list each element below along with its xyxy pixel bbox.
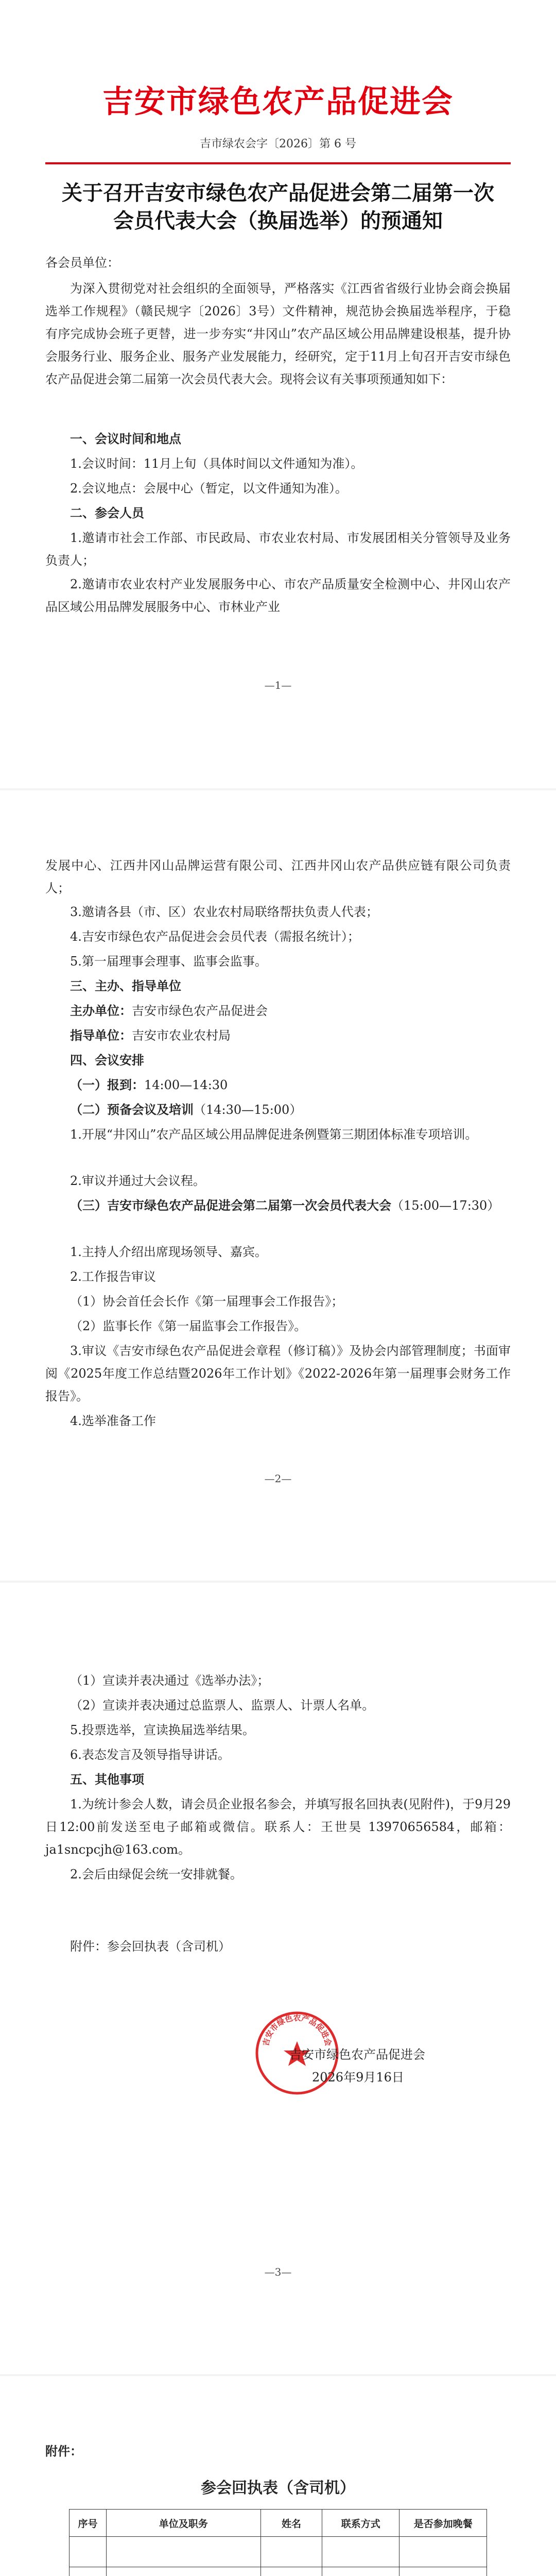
attendee-item-4: 4.吉安市绿色农产品促进会会员代表（需报名统计）； — [70, 929, 360, 944]
red-divider — [45, 162, 511, 164]
checkin-label: （一）报到： — [70, 1077, 144, 1092]
attendee-item-2: 2.邀请市农业农村产业发展服务中心、市农产品质量安全检测中心、井冈山农产品区域公用品牌发展服务中心、市林业产业 — [45, 577, 511, 614]
meeting-location: 2.会议地点：会展中心（暂定，以文件通知为准）。 — [70, 481, 348, 496]
other-item-2: 2.会后由绿促会统一安排就餐。 — [70, 1867, 242, 1882]
page-number: —3— — [264, 2266, 292, 2278]
attendee-item-2-cont: 发展中心、江西井冈山品牌运营有限公司、江西井冈山农产品供应链有限公司负责人； — [45, 858, 511, 895]
section-5-heading: 五、其他事项 — [70, 1772, 144, 1787]
col-header-name: 姓名 — [260, 2510, 322, 2537]
agenda-item-2b: （2）监事长作《第一届监事会工作报告》。 — [70, 1319, 307, 1333]
intro-paragraph: 为深入贯彻党对社会组织的全面领导，严格落实《江西省省级行业协会商会换届选举工作规程》（赣民规字〔2026〕3号）文件精神，规范协会换届选举程序，于稳有序完成协会班子更替，进一步夯实“井冈山”农产品区域公用品牌建设根基，提升协会服务行业、服务企业、服务产业发展能力，经研究，定于11月上旬召开吉安市绿色农产品促进会第二届第一次会员代表大会。现将会议有关事项预通知如下： — [45, 281, 511, 386]
host-label: 主办单位： — [70, 1003, 132, 1018]
section-2-heading: 二、参会人员 — [70, 505, 144, 520]
page-number: —1— — [264, 679, 292, 691]
agenda-item-2a: （1）协会首任会长作《第一届理事会工作报告》； — [70, 1294, 344, 1309]
attendee-item-3: 3.邀请各县（市、区）农业农村局联络帮扶负责人代表； — [70, 905, 378, 919]
attendee-item-5: 5.第一届理事会理事、监事会监事。 — [70, 954, 267, 969]
prep-meeting-time: （14:30—15:00） — [194, 1103, 302, 1117]
agenda-item-2: 2.工作报告审议 — [70, 1269, 156, 1284]
prep-meeting-line — [45, 1098, 511, 1121]
page-number: —2— — [264, 1472, 292, 1485]
section-4-heading: 四、会议安排 — [70, 1053, 144, 1067]
guide-value: 吉安市农业农村局 — [132, 1028, 231, 1043]
col-header-unit: 单位及职务 — [106, 2510, 260, 2537]
page-3 — [0, 1587, 556, 2369]
checkin-time: 14:00—14:30 — [144, 1078, 228, 1092]
agenda-item-3: 3.审议《吉安市绿色农产品促进会章程（修订稿）》及协会内部管理制度；书面审阅《2025年度工作总结暨2026年工作计划》《2022-2026年第一届理事会财务工作报告》。 — [45, 1344, 511, 1403]
page-4 — [0, 2380, 556, 2576]
doc-number: 吉市绿农会字〔2026〕第 6 号 — [200, 138, 356, 150]
notice-title: 关于召开吉安市绿色农产品促进会第二届第一次会员代表大会（换届选举）的预通知 — [62, 181, 494, 233]
org-title: 吉安市绿色农产品促进会 — [102, 84, 454, 120]
attendee-item-1: 1.邀请市社会工作部、市民政局、市农业农村局、市发展团相关分管领导及业务负责人； — [45, 531, 511, 568]
table-row — [70, 2567, 487, 2576]
agenda-item-4: 4.选举准备工作 — [70, 1414, 156, 1428]
section-3-heading: 三、主办、指导单位 — [70, 978, 181, 993]
table-header-row — [70, 2510, 487, 2537]
host-value: 吉安市绿色农产品促进会 — [132, 1004, 268, 1018]
agenda-item-1: 1.主持人介绍出席现场领导、嘉宾。 — [70, 1245, 267, 1259]
prep-meeting-label: （二）预备会议及培训 — [70, 1102, 194, 1117]
election-step-2: （2）宣读并表决通过总监票人、监票人、计票人名单。 — [70, 1698, 375, 1713]
other-item-1: 1.为统计参会人数，请会员企业报名参会，并填写报名回执表(见附件)，于9月29日12:00前发送至电子邮箱或微信。联系人：王世昊 13970656584，邮箱：ja1sncpcjh@163.com。 — [45, 1797, 511, 1857]
meeting-time: 1.会议时间：11月上旬（具体时间以文件通知为准）。 — [70, 456, 363, 471]
greeting: 各会员单位： — [45, 256, 119, 270]
sign-org: 吉安市绿色农产品促进会 — [289, 2047, 425, 2062]
seal-text: 吉安市绿色农产品促进会 — [261, 2013, 333, 2047]
page-2 — [0, 793, 556, 1575]
prep-item-2: 2.审议并通过大会议程。 — [70, 1174, 205, 1188]
attachment-note: 附件：参会回执表（含司机） — [70, 1939, 231, 1954]
guide-line — [45, 1024, 511, 1047]
election-step-1: （1）宣读并表决通过《选举办法》； — [70, 1673, 270, 1688]
col-header-contact: 联系方式 — [322, 2510, 399, 2537]
checkin-line — [45, 1074, 511, 1096]
sign-date: 2026年9月16日 — [312, 2070, 404, 2084]
page-separator — [0, 1581, 556, 1583]
prep-item-1: 1.开展“井冈山”农产品区域公用品牌促进条例暨第三期团体标准专项培训。 — [70, 1127, 478, 1142]
agenda-item-5: 5.投票选举，宣读换届选举结果。 — [70, 1723, 255, 1737]
col-header-dinner: 是否参加晚餐 — [399, 2510, 487, 2537]
guide-label: 指导单位： — [70, 1028, 132, 1043]
registration-table — [69, 2509, 487, 2576]
attachment-label: 附件： — [45, 2444, 82, 2459]
agenda-item-6: 6.表态发言及领导指导讲话。 — [70, 1748, 230, 1762]
table-title: 参会回执表（含司机） — [201, 2479, 355, 2497]
page-separator — [0, 2374, 556, 2376]
main-meeting-line — [45, 1194, 511, 1217]
main-meeting-time: （15:00—17:30） — [391, 1198, 500, 1213]
section-1-heading: 一、会议时间和地点 — [70, 431, 181, 446]
col-header-no: 序号 — [70, 2510, 107, 2537]
page-1 — [0, 0, 556, 782]
table-row — [70, 2537, 487, 2567]
page-separator — [0, 788, 556, 790]
host-line — [45, 999, 511, 1022]
main-meeting-label: （三）吉安市绿色农产品促进会第二届第一次会员代表大会 — [70, 1198, 391, 1213]
